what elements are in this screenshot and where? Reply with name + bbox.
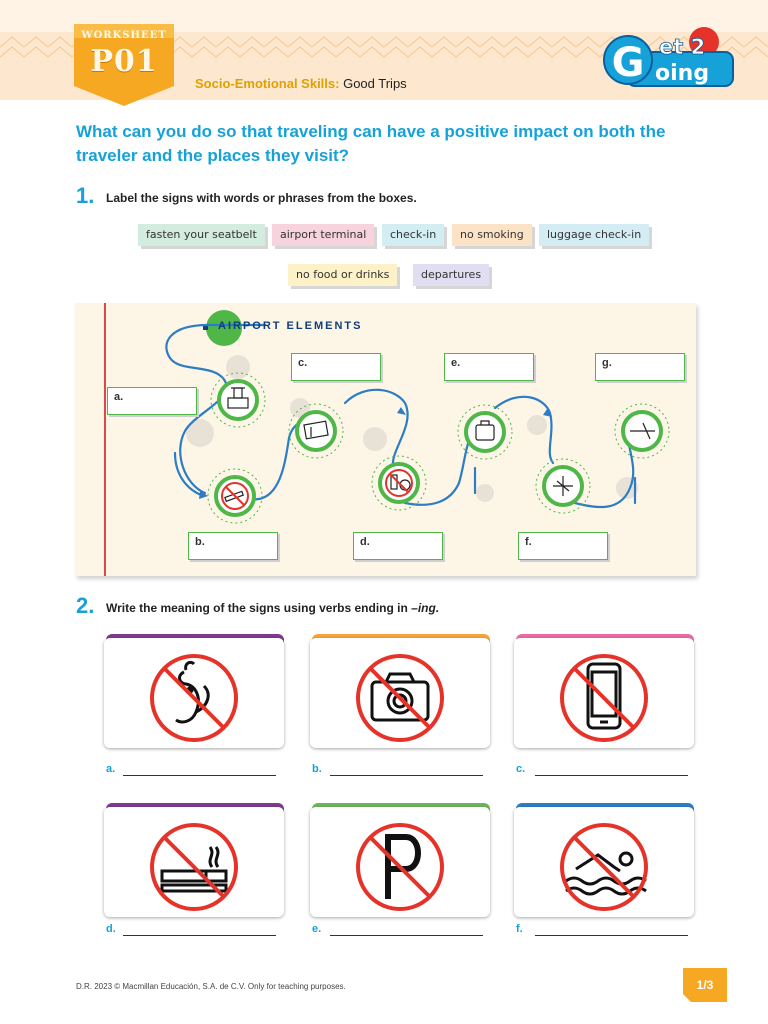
no-smoking-icon bbox=[146, 819, 242, 915]
no-fishing-icon bbox=[146, 650, 242, 746]
write-line-e[interactable] bbox=[330, 935, 483, 936]
word-box-airport-terminal: airport terminal bbox=[272, 224, 374, 246]
sign-card-a bbox=[106, 634, 284, 746]
get2going-logo bbox=[603, 24, 737, 94]
sign-a-circle bbox=[219, 381, 257, 419]
logo-bottom-text: oing bbox=[655, 61, 710, 86]
subject-label: Socio-Emotional Skills: bbox=[195, 76, 340, 91]
exercise-1-instruction: Label the signs with words or phrases from the boxes. bbox=[106, 191, 417, 205]
logo-top-text: et 2 bbox=[659, 35, 706, 59]
write-label-b: b. bbox=[312, 763, 322, 775]
write-line-a[interactable] bbox=[123, 775, 276, 776]
logo-g: G bbox=[611, 40, 645, 86]
answer-label-a: a. bbox=[114, 391, 124, 403]
no-camera-icon bbox=[352, 650, 448, 746]
answer-label-e: e. bbox=[451, 357, 461, 369]
write-label-f: f. bbox=[516, 923, 523, 935]
sign-card-f bbox=[516, 803, 694, 915]
exercise-2-instruction-text: Write the meaning of the signs using verbs ending in bbox=[106, 601, 412, 615]
airport-elements-title: AIRPORT ELEMENTS bbox=[218, 320, 363, 332]
big-question: What can you do so that traveling can have a positive impact on both the traveler and the places they visit? bbox=[76, 122, 666, 165]
answer-label-d: d. bbox=[360, 536, 370, 548]
write-line-b[interactable] bbox=[330, 775, 483, 776]
answer-box-f[interactable] bbox=[518, 532, 608, 560]
answer-box-g[interactable] bbox=[595, 353, 685, 381]
exercise-2-instruction-emph: –ing. bbox=[411, 601, 440, 615]
answer-box-d[interactable] bbox=[353, 532, 443, 560]
no-parking-icon bbox=[352, 819, 448, 915]
sign-card-c bbox=[516, 634, 694, 746]
answer-label-b: b. bbox=[195, 536, 205, 548]
word-box-no-food-drinks: no food or drinks bbox=[288, 264, 397, 286]
exercise-1-number: 1. bbox=[76, 183, 95, 208]
no-phone-icon bbox=[556, 650, 652, 746]
sign-c-circle bbox=[297, 412, 335, 450]
answer-label-f: f. bbox=[525, 536, 532, 548]
exercise-2-number: 2. bbox=[76, 593, 95, 618]
word-box-no-smoking: no smoking bbox=[452, 224, 532, 246]
word-box-fasten-seatbelt: fasten your seatbelt bbox=[138, 224, 265, 246]
no-swimming-icon bbox=[556, 819, 652, 915]
write-label-e: e. bbox=[312, 923, 322, 935]
sign-card-e bbox=[312, 803, 490, 915]
word-box-departures: departures bbox=[413, 264, 489, 286]
answer-box-a[interactable] bbox=[107, 387, 197, 415]
badge-worksheet-label: WORKSHEET bbox=[81, 30, 167, 41]
answer-label-g: g. bbox=[602, 357, 612, 369]
answer-box-c[interactable] bbox=[291, 353, 381, 381]
sign-card-b bbox=[312, 634, 490, 746]
answer-box-e[interactable] bbox=[444, 353, 534, 381]
write-line-f[interactable] bbox=[535, 935, 688, 936]
answer-label-c: c. bbox=[298, 357, 308, 369]
word-box-luggage-check-in: luggage check-in bbox=[539, 224, 649, 246]
write-label-c: c. bbox=[516, 763, 526, 775]
answer-box-b[interactable] bbox=[188, 532, 278, 560]
exercise-2-instruction bbox=[106, 601, 439, 615]
copyright-footer: D.R. 2023 © Macmillan Educación, S.A. de C.V. Only for teaching purposes. bbox=[76, 982, 346, 991]
write-line-d[interactable] bbox=[123, 935, 276, 936]
word-box-check-in: check-in bbox=[382, 224, 444, 246]
subject-line bbox=[195, 76, 407, 91]
subject-title: Good Trips bbox=[343, 76, 407, 91]
page-number: 1/3 bbox=[696, 978, 714, 992]
write-line-c[interactable] bbox=[535, 775, 688, 776]
sign-card-d bbox=[106, 803, 284, 915]
write-label-a: a. bbox=[106, 763, 116, 775]
sign-e-circle bbox=[466, 413, 504, 451]
badge-worksheet-code: P01 bbox=[90, 44, 158, 79]
write-label-d: d. bbox=[106, 923, 116, 935]
